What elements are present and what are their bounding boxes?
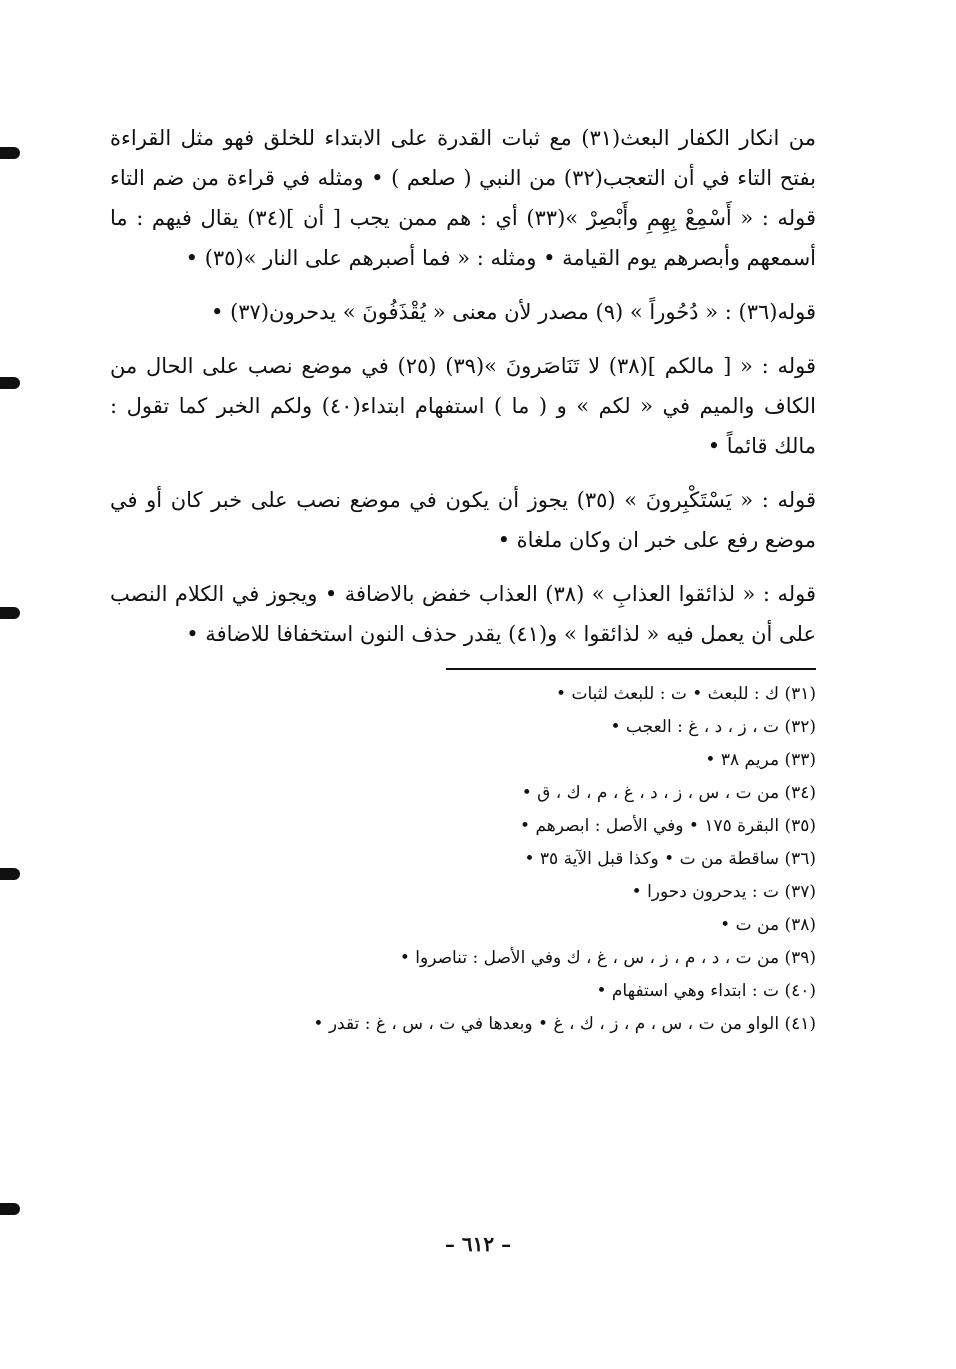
body-paragraph: قوله : « يَسْتَكْبِرونَ » (٣٥) يجوز أن يكون في موضع نصب على خبر كان أو في موضع رفع على خبر ان وكان ملغاة • xyxy=(110,488,816,552)
footnote: (٣٤) من ت ، س ، ز ، د ، غ ، م ، ك ، ق • xyxy=(521,783,816,803)
page-number: – ٦١٢ – xyxy=(444,1232,512,1256)
footnote: (٣٨) من ت • xyxy=(720,915,816,935)
footnote: (٣٥) البقرة ١٧٥ • وفي الأصل : ابصرهم • xyxy=(520,816,816,836)
body-paragraph: قوله : « لذائقوا العذابِ » (٣٨) العذاب خفض بالاضافة • ويجوز في الكلام النصب على أن يعمل فيه « لذائقوا » و(٤١) يقدر حذف النون استخفافا للاضافة • xyxy=(110,582,816,646)
edge-mark xyxy=(0,1203,20,1215)
edge-mark xyxy=(0,377,20,389)
main-text xyxy=(110,118,816,654)
footnote: (٣٩) من ت ، د ، م ، ز ، س ، غ ، ك وفي الأصل : تناصروا • xyxy=(399,948,816,968)
body-paragraph: قوله(٣٦) : « دُحُوراً » (٩) مصدر لأن معنى « يُقْذَفُونَ » يدحرون(٣٧) • xyxy=(211,300,816,324)
footnote: (٤٠) ت : ابتداء وهي استفهام • xyxy=(596,981,816,1001)
footnote-separator xyxy=(446,668,816,670)
body-paragraph: قوله : « [ مالكم ](٣٨) لا تَنَاصَرونَ »(٣٩) (٢٥) في موضع نصب على الحال من الكاف والميم في « لكم » و ( ما ) استفهام ابتداء(٤٠) ولكم الخبر كما تقول : مالك قائماً • xyxy=(110,354,816,458)
edge-mark xyxy=(0,868,20,880)
footnote: (٣٧) ت : يدحرون دحورا • xyxy=(631,882,816,902)
footnote: (٣٦) ساقطة من ت • وكذا قبل الآية ٣٥ • xyxy=(524,849,816,869)
page-content xyxy=(110,118,816,1041)
edge-mark xyxy=(0,147,20,159)
edge-mark xyxy=(0,607,20,619)
footnote: (٣٢) ت ، ز ، د ، غ : العجب • xyxy=(610,717,816,737)
footnote: (٣١) ك : للبعث • ت : للبعث لثبات • xyxy=(556,684,816,704)
footnote: (٣٣) مريم ٣٨ • xyxy=(705,750,816,770)
footnote: (٤١) الواو من ت ، س ، م ، ز ، ك ، غ • وبعدها في ت ، س ، غ : تقدر • xyxy=(313,1014,816,1034)
body-paragraph: من انكار الكفار البعث(٣١) مع ثبات القدرة على الابتداء للخلق فهو مثل القراءة بفتح التاء في أن التعجب(٣٢) من النبي ( صلعم ) • ومثله في قراءة من ضم التاء قوله : « أَسْمِعْ بِهِمِ وأَبْصِرْ »(٣٣) أي : هم ممن يجب [ أن ](٣٤) يقال فيهم : ما أسمعهم وأبصرهم يوم القيامة • ومثله : « فما أصبرهم على النار »(٣٥) • xyxy=(110,126,816,270)
footnotes-list xyxy=(110,678,816,1041)
